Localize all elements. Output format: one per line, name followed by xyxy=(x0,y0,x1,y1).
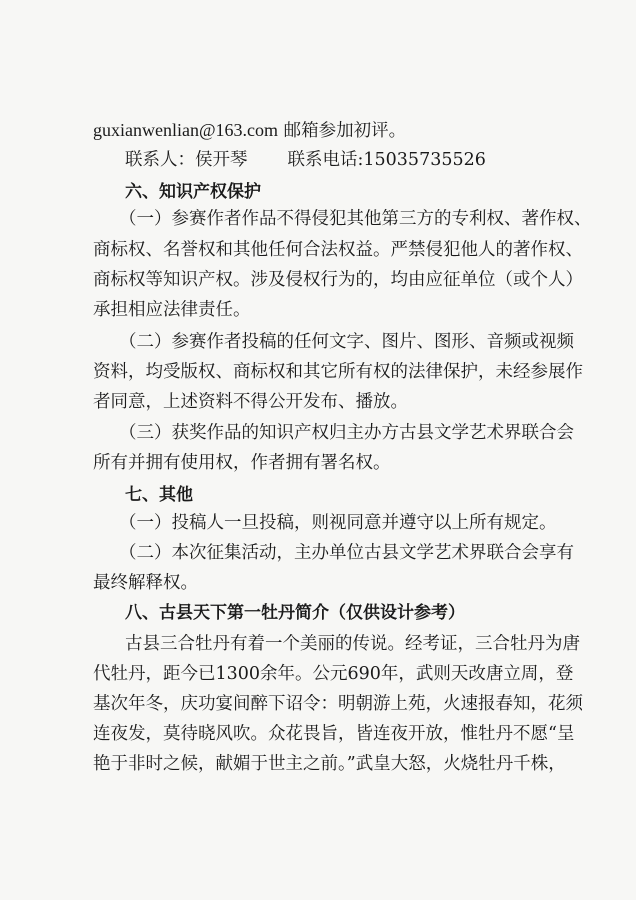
paragraph-line: （二）参赛作者投稿的任何文字、图片、图形、音频或视频 xyxy=(119,332,574,352)
paragraph-line: 资料，均受版权、商标权和其它所有权的法律保护，未经参展作 xyxy=(93,362,583,382)
paragraph-line: 基次年冬，庆功宴间醉下诏令：明朝游上苑，火速报春知，花须 xyxy=(93,694,583,714)
paragraph-line: （二）本次征集活动，主办单位古县文学艺术界联合会享有 xyxy=(119,543,574,563)
paragraph-line: （三）获奖作品的知识产权归主办方古县文学艺术界联合会 xyxy=(119,423,574,443)
contact-person: 联系人：侯开琴 xyxy=(125,150,248,170)
section-heading-peony-intro: 八、古县天下第一牡丹简介（仅供设计参考） xyxy=(125,603,465,623)
paragraph-line: （一）参赛作者作品不得侵犯其他第三方的专利权、著作权、 xyxy=(119,209,592,229)
section-heading-other: 七、其他 xyxy=(125,485,193,505)
email-address: guxianwenlian@163.com xyxy=(93,120,279,140)
paragraph-line: 商标权等知识产权。涉及侵权行为的，均由应征单位（或个人） xyxy=(93,270,583,290)
contact-line xyxy=(125,148,486,172)
paragraph-line: 承担相应法律责任。 xyxy=(93,300,251,320)
paragraph-line: 所有并拥有使用权，作者拥有署名权。 xyxy=(93,453,391,473)
section-heading-ip-protection: 六、知识产权保护 xyxy=(125,182,261,202)
paragraph-line: 艳于非时之候，献媚于世主之前。”武皇大怒，火烧牡丹千株， xyxy=(93,754,566,774)
email-line xyxy=(93,118,406,143)
paragraph-line: 古县三合牡丹有着一个美丽的传说。经考证，三合牡丹为唐 xyxy=(125,634,580,654)
paragraph-line: 代牡丹，距今已1300余年。公元690年，武则天改唐立周，登 xyxy=(93,664,574,684)
paragraph-line: 连夜发，莫待晓风吹。众花畏旨，皆连夜开放，惟牡丹不愿“呈 xyxy=(93,724,575,744)
paragraph-line: 者同意，上述资料不得公开发布、播放。 xyxy=(93,392,408,412)
paragraph-line: 最终解释权。 xyxy=(93,573,198,593)
paragraph-line: （一）投稿人一旦投稿，则视同意并遵守以上所有规定。 xyxy=(119,513,557,533)
contact-phone: 联系电话:15035735526 xyxy=(287,150,486,170)
email-line-text: 邮箱参加初评。 xyxy=(278,121,407,141)
paragraph-line: 商标权、名誉权和其他任何合法权益。严禁侵犯他人的著作权、 xyxy=(93,240,583,260)
